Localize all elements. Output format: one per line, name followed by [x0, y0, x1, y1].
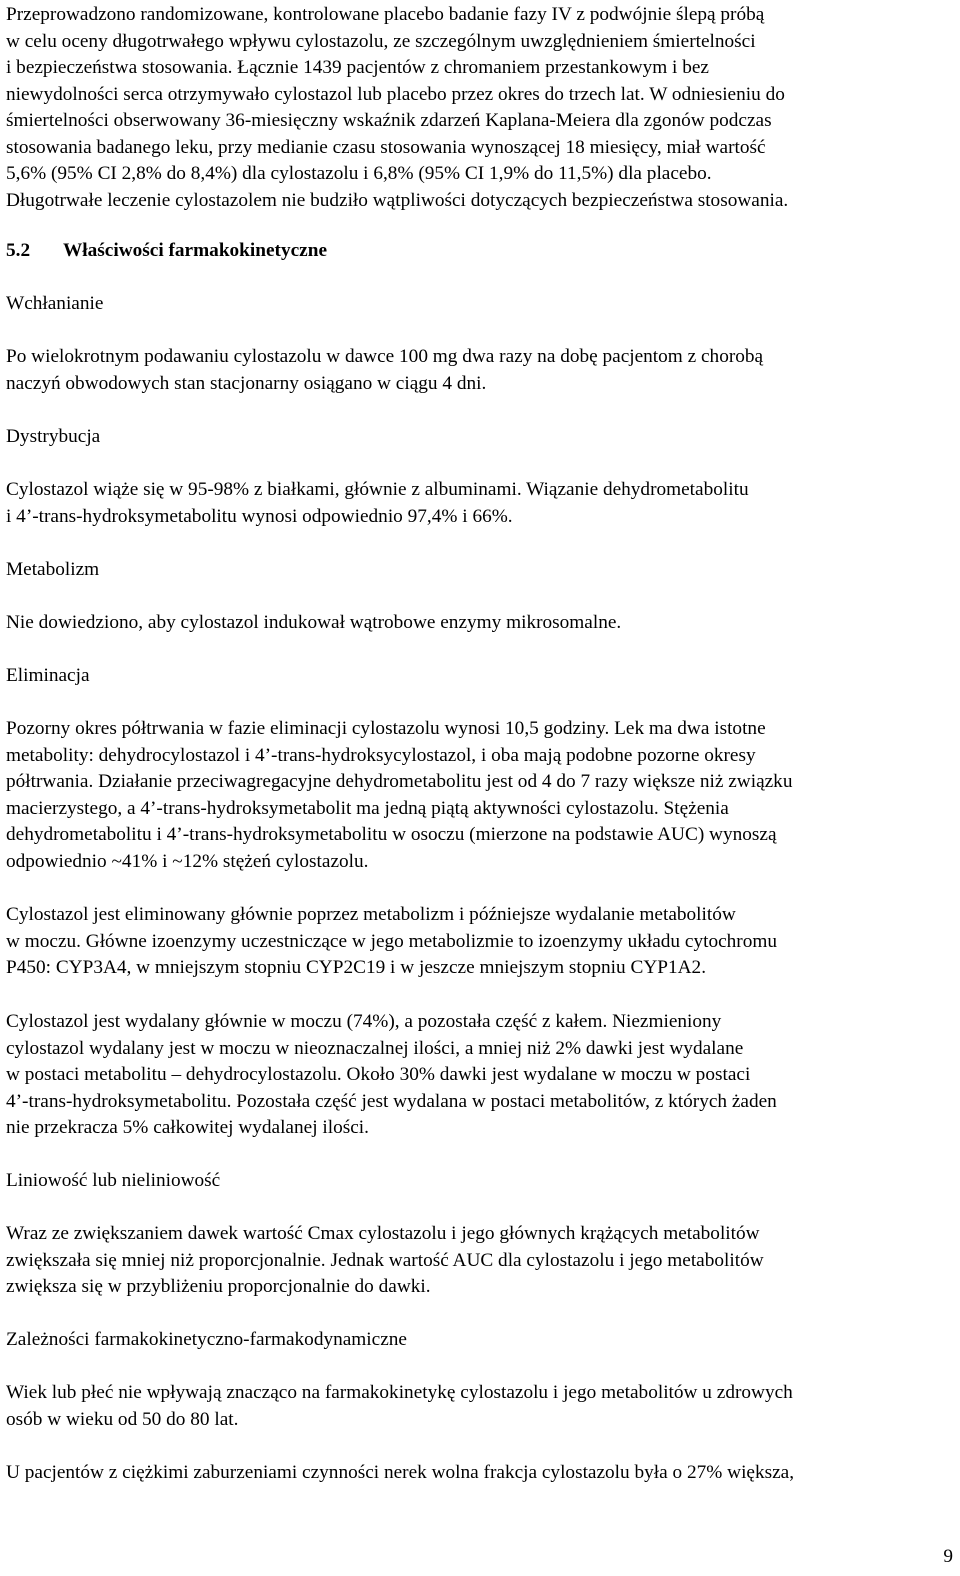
- text-line: U pacjentów z ciężkimi zaburzeniami czynności nerek wolna frakcja cylostazolu była o 27% większa,: [6, 1462, 795, 1483]
- subheading-text: Dystrybucja: [6, 426, 101, 447]
- section-number: 5.2: [6, 240, 31, 261]
- text-line: Po wielokrotnym podawaniu cylostazolu w dawce 100 mg dwa razy na dobę pacjentom z chorobą: [6, 346, 764, 367]
- text-line: metabolity: dehydrocylostazol i 4’-trans-hydroksycylostazol, i oba mają podobne pozorne okresy: [6, 744, 756, 766]
- text-line: niewydolności serca otrzymywało cylostazol lub placebo przez okres do trzech lat. W odniesieniu do: [6, 83, 785, 105]
- text-line: w moczu. Główne izoenzymy uczestniczące w jego metabolizmie to izoenzymy układu cytochromu: [6, 930, 777, 952]
- intro-paragraph: [6, 2, 788, 214]
- subheading-text: Zależności farmakokinetyczno-farmakodynamiczne: [6, 1329, 407, 1350]
- text-line: Cylostazol jest eliminowany głównie poprzez metabolizm i późniejsze wydalanie metabolitów: [6, 904, 736, 925]
- text-line: Nie dowiedziono, aby cylostazol indukował wątrobowe enzymy mikrosomalne.: [6, 612, 622, 633]
- subheading-text: Liniowość lub nieliniowość: [6, 1170, 221, 1191]
- eliminacja-paragraph-3: [6, 1009, 777, 1142]
- text-line: zwiększa się w przybliżeniu proporcjonalnie do dawki.: [6, 1276, 431, 1297]
- text-line: 5,6% (95% CI 2,8% do 8,4%) dla cylostazolu i 6,8% (95% CI 1,9% do 11,5%) dla placebo.: [6, 163, 712, 184]
- text-line: nie przekracza 5% całkowitej wydalanej ilości.: [6, 1117, 369, 1138]
- pkpd-paragraph: [6, 1380, 793, 1433]
- text-line: Cylostazol wiąże się w 95-98% z białkami, głównie z albuminami. Wiązanie dehydrometabolitu: [6, 479, 749, 500]
- eliminacja-paragraph-1: [6, 716, 792, 875]
- subheading-liniowosc: [6, 1168, 220, 1195]
- section-title: Właściwości farmakokinetyczne: [63, 240, 328, 261]
- text-line: Wraz ze zwiększaniem dawek wartość Cmax cylostazolu i jego głównych krążących metabolitów: [6, 1223, 760, 1244]
- subheading-wchlanianie: [6, 291, 103, 318]
- text-line: dehydrometabolitu i 4’-trans-hydroksymetabolitu w osoczu (mierzone na podstawie AUC) wynoszą: [6, 824, 777, 845]
- metabolizm-paragraph: [6, 610, 621, 637]
- subheading-metabolizm: [6, 557, 99, 584]
- section-heading: [6, 238, 327, 265]
- text-line: i bezpieczeństwa stosowania. Łącznie 1439 pacjentów z chromaniem przestankowym i bez: [6, 57, 709, 78]
- subheading-text: Eliminacja: [6, 665, 90, 686]
- subheading-dystrybucja: [6, 424, 100, 451]
- eliminacja-paragraph-2: [6, 902, 777, 982]
- text-line: Pozorny okres półtrwania w fazie eliminacji cylostazolu wynosi 10,5 godziny. Lek ma dwa istotne: [6, 718, 766, 739]
- text-line: stosowania badanego leku, przy medianie czasu stosowania wynoszącej 18 miesięcy, miał wartość: [6, 136, 766, 158]
- text-line: naczyń obwodowych stan stacjonarny osiągano w ciągu 4 dni.: [6, 372, 487, 394]
- subheading-text: Wchłanianie: [6, 293, 104, 314]
- wchlanianie-paragraph: [6, 344, 763, 397]
- text-line: zwiększała się mniej niż proporcjonalnie. Jednak wartość AUC dla cylostazolu i jego metabolitów: [6, 1249, 764, 1271]
- subheading-eliminacja: [6, 663, 90, 690]
- text-line: Długotrwałe leczenie cylostazolem nie budziło wątpliwości dotyczących bezpieczeństwa stosowania.: [6, 189, 789, 211]
- dystrybucja-paragraph: [6, 477, 749, 530]
- text-line: śmiertelności obserwowany 36-miesięczny wskaźnik zdarzeń Kaplana-Meiera dla zgonów podczas: [6, 110, 772, 131]
- text-line: Przeprowadzono randomizowane, kontrolowane placebo badanie fazy IV z podwójnie ślepą próbą: [6, 4, 765, 25]
- subheading-text: Metabolizm: [6, 559, 100, 580]
- text-line: macierzystego, a 4’-trans-hydroksymetabolit ma jedną piątą aktywności cylostazolu. Stężenia: [6, 797, 729, 819]
- text-line: półtrwania. Działanie przeciwagregacyjne dehydrometabolitu jest od 4 do 7 razy większe niż związku: [6, 771, 793, 792]
- text-line: w celu oceny długotrwałego wpływu cylostazolu, ze szczególnym uwzględnieniem śmiertelności: [6, 30, 756, 52]
- nerki-paragraph: [6, 1460, 794, 1487]
- text-line: Wiek lub płeć nie wpływają znacząco na farmakokinetykę cylostazolu i jego metabolitów u zdrowych: [6, 1382, 793, 1403]
- text-line: odpowiednio ~41% i ~12% stężeń cylostazolu.: [6, 850, 369, 872]
- liniowosc-paragraph: [6, 1221, 764, 1301]
- text-line: 4’-trans-hydroksymetabolitu. Pozostała część jest wydalana w postaci metabolitów, z których żaden: [6, 1090, 777, 1112]
- page-number: 9: [943, 1545, 953, 1567]
- subheading-pkpd: [6, 1327, 407, 1354]
- text-line: w postaci metabolitu – dehydrocylostazolu. Około 30% dawki jest wydalane w moczu w postaci: [6, 1064, 751, 1085]
- text-line: osób w wieku od 50 do 80 lat.: [6, 1408, 239, 1430]
- text-line: cylostazol wydalany jest w moczu w nieoznaczalnej ilości, a mniej niż 2% dawki jest wydalane: [6, 1037, 744, 1059]
- text-line: P450: CYP3A4, w mniejszym stopniu CYP2C19 i w jeszcze mniejszym stopniu CYP1A2.: [6, 957, 707, 978]
- text-line: i 4’-trans-hydroksymetabolitu wynosi odpowiednio 97,4% i 66%.: [6, 505, 513, 527]
- text-line: Cylostazol jest wydalany głównie w moczu (74%), a pozostała część z kałem. Niezmieniony: [6, 1011, 722, 1032]
